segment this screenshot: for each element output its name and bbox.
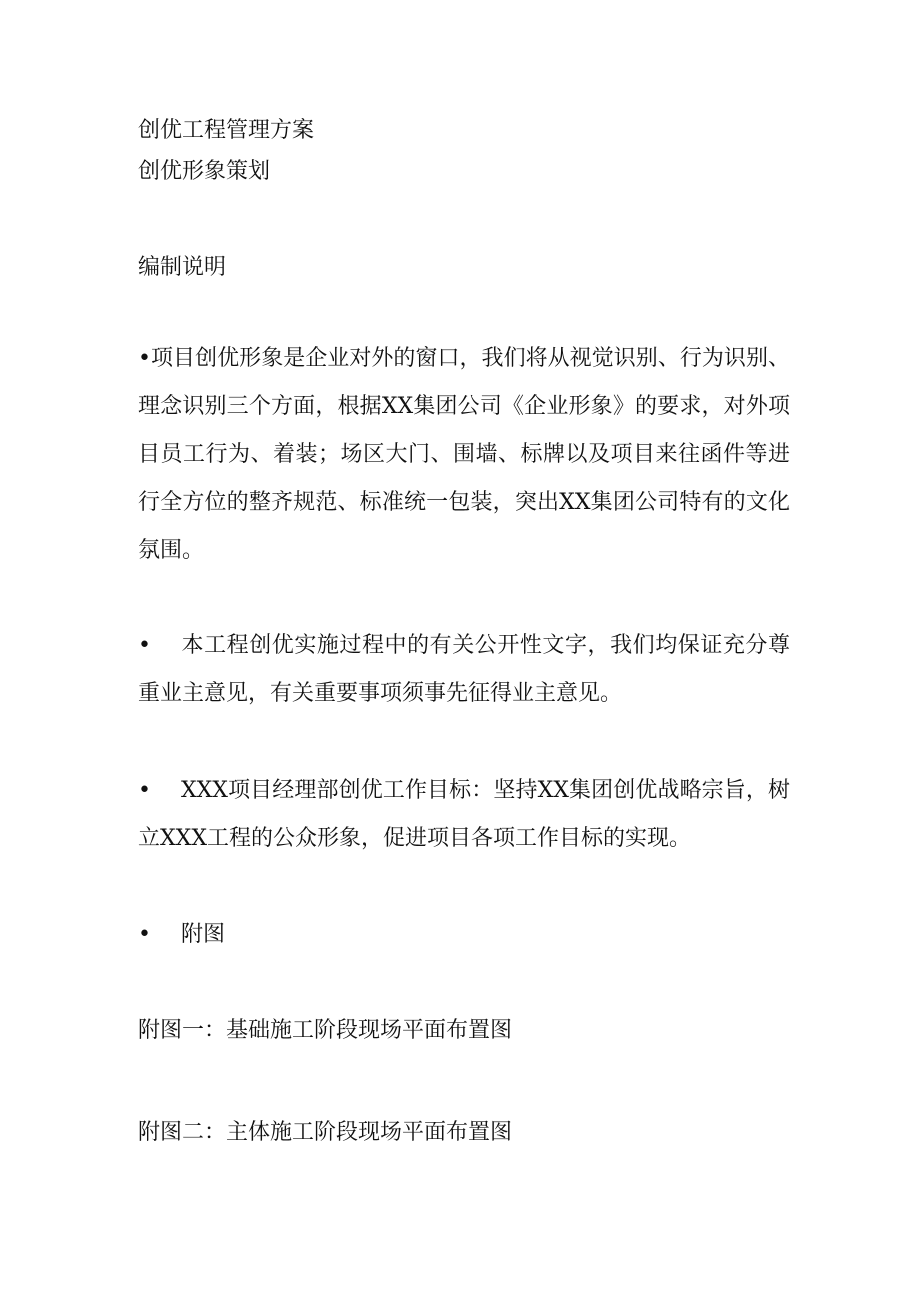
paragraph-brand-image — [138, 335, 790, 575]
paragraph-text: 项目创优形象是企业对外的窗口，我们将从视觉识别、行为识别、理念识别三个方面，根据XX集团公司《企业形象》的要求，对外项目员工行为、着装；场区大门、围墙、标牌以及项目来往函件等进行全方位的整齐规范、标准统一包装，突出XX集团公司特有的文化氛围。 — [138, 346, 790, 563]
bullet-icon: • — [138, 633, 151, 658]
bullet-icon: • — [138, 922, 151, 947]
appendix-item-1: 附图一：基础施工阶段现场平面布置图 — [138, 1018, 513, 1043]
bullet-icon: • — [138, 778, 151, 803]
section-heading: 编制说明 — [138, 255, 227, 280]
paragraph-appendix-heading — [138, 911, 790, 959]
appendix-item-2: 附图二：主体施工阶段现场平面布置图 — [138, 1120, 513, 1145]
document-title: 创优工程管理方案 — [138, 118, 315, 143]
paragraph-text: 本工程创优实施过程中的有关公开性文字，我们均保证充分尊重业主意见，有关重要事项须事先征得业主意见。 — [138, 633, 790, 706]
paragraph-public-text — [138, 622, 790, 718]
bullet-icon: • — [138, 346, 151, 371]
paragraph-text: 附图 — [180, 922, 225, 947]
paragraph-text: XXX项目经理部创优工作目标：坚持XX集团创优战略宗旨，树立XXX工程的公众形象，促进项目各项工作目标的实现。 — [138, 778, 790, 851]
document-subtitle: 创优形象策划 — [138, 159, 271, 184]
paragraph-work-goal — [138, 767, 790, 863]
